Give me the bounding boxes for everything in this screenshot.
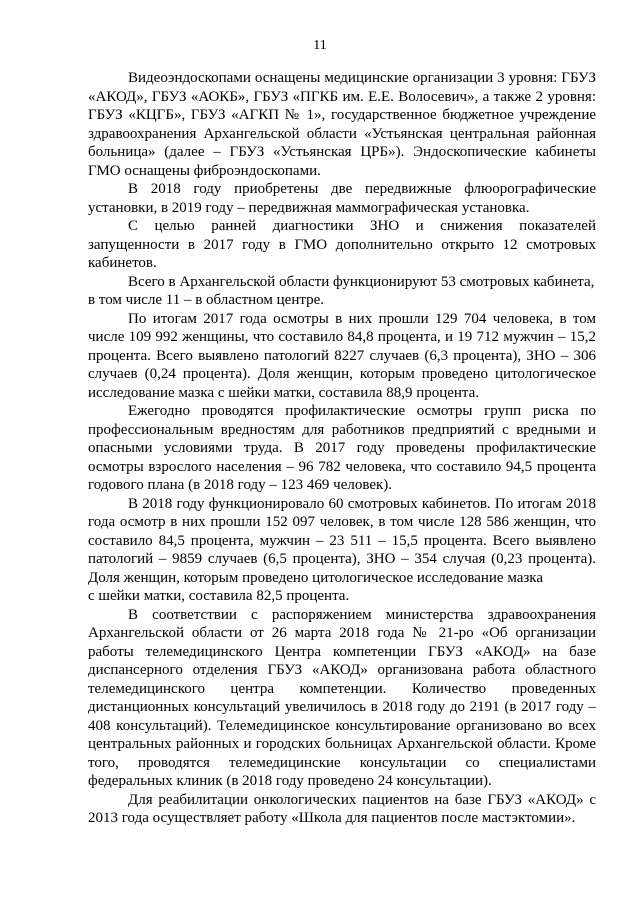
paragraph-occupational-exams: Ежегодно проводятся профилактические осмотры групп риска по профессиональным вредностям для работников предприятий с вредными и опасными условиями труда. В 2017 году проведены профилактические осмотры взрослого населения – 96 782 человека, что составило 94,5 процента годового плана (в 2018 году – 123 469 человек). bbox=[88, 403, 596, 493]
paragraph-2018-results: В 2018 году функционировало 60 смотровых кабинетов. По итогам 2018 года осмотр в них прошли 152 097 человек, в том числе 128 586 женщин, что составило 84,5 процента, мужчин – 23 511 – 15,5 процента. Всего выявлено патологий – 9859 случаев (6,5 процента), ЗНО – 354 случая (0,23 процента). Доля женщин, которым проведено цитологическое исследование мазка bbox=[88, 495, 596, 586]
paragraph-screening-rooms-center: в том числе 11 – в областном центре. bbox=[88, 292, 325, 308]
paragraph-videoendoscopes: Видеоэндоскопами оснащены медицинские организации 3 уровня: ГБУЗ «АКОД», ГБУЗ «АОКБ», ГБУЗ «ПГКБ им. Е.Е. Волосевич», а также 2 уровня: ГБУЗ «КЦГБ», ГБУЗ «АГКП № 1», государственное бюджетное учреждение здравоохранения Архангельской области «Устьянская центральная районная больница» (далее – ГБУЗ «Устьянская ЦРБ»). Эндоскопические кабинеты ГМО оснащены фиброэндоскопами. bbox=[88, 70, 596, 179]
page-number: 11 bbox=[313, 38, 327, 53]
paragraph-rehabilitation-school: Для реабилитации онкологических пациентов на базе ГБУЗ «АКОД» с 2013 года осуществляет работу «Школа для пациентов после мастэктомии». bbox=[88, 791, 596, 826]
paragraph-screening-rooms-opened: С целью ранней диагностики ЗНО и снижения показателей запущенности в 2017 году в ГМО дополнительно открыто 12 смотровых кабинетов. bbox=[88, 218, 596, 271]
paragraph-2018-results-cont: с шейки матки, составила 82,5 процента. bbox=[88, 588, 350, 604]
paragraph-screening-rooms-total: Всего в Архангельской области функционируют 53 смотровых кабинета, bbox=[128, 273, 595, 290]
paragraph-telemedicine: В соответствии с распоряжением министерства здравоохранения Архангельской области от 26 марта 2018 года № 21-ро «Об организации работы телемедицинского Центра компетенции ГБУЗ «АКОД» на базе диспансерного отделения ГБУЗ «АКОД» организована работа областного телемедицинского центра компетенции. Количество проведенных дистанционных консультаций увеличилось в 2018 году до 2191 (в 2017 году – 408 консультаций). Телемедицинское консультирование организовано во всех центральных районных и городских больницах Архангельской области. Кроме того, проводятся телемедицинские консультации со специалистами федеральных клиник (в 2018 году проведено 24 консультации). bbox=[88, 606, 596, 789]
paragraph-fluorography-units: В 2018 году приобретены две передвижные флюорографические установки, в 2019 году – передвижная маммографическая установка. bbox=[88, 181, 596, 216]
paragraph-2017-results: По итогам 2017 года осмотры в них прошли 129 704 человека, в том числе 109 992 женщины, что составило 84,8 процента, и 19 712 мужчин – 15,2 процента. Всего выявлено патологий 8227 случаев (6,3 процента), ЗНО – 306 случаев (0,24 процента). Доля женщин, которым проведено цитологическое исследование мазка с шейки матки, составила 88,9 процента. bbox=[88, 310, 596, 401]
document-body bbox=[88, 69, 596, 828]
